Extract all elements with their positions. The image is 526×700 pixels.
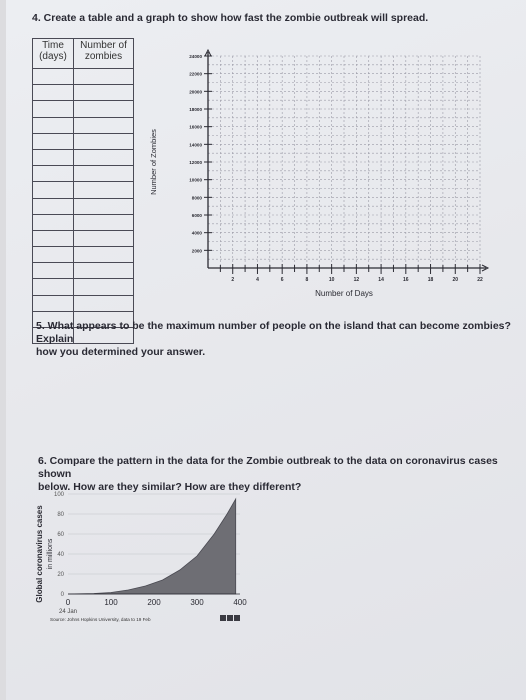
table-header-row [33, 39, 134, 69]
question-6-line2: below. How are they similar? How are they different? [38, 481, 302, 493]
y-axis-label: Number of Zombies [149, 129, 158, 195]
zombies-cell [74, 166, 134, 182]
time-cell [33, 101, 74, 117]
x-tick-label: 0 [65, 598, 71, 607]
zombies-cell [74, 214, 134, 230]
y-tick-label: 16000 [189, 124, 202, 130]
time-cell [33, 295, 74, 311]
zombies-cell [74, 247, 134, 263]
time-cell [33, 133, 74, 149]
x-tick-label: 300 [190, 598, 204, 607]
time-cell [33, 182, 74, 198]
zombie-data-table [32, 38, 134, 344]
x-tick-label: 100 [104, 598, 118, 607]
source-note: Source: Johns Hopkins University, data to 19 Feb [50, 617, 151, 622]
y-tick-label: 8000 [191, 195, 202, 201]
y-tick-label: 18000 [189, 107, 202, 112]
time-cell [33, 214, 74, 230]
y-tick-label: 60 [57, 532, 64, 538]
table-row [33, 85, 134, 101]
y-axis-label-line2: in millions [47, 538, 54, 570]
x-tick-label: 18 [427, 277, 434, 283]
table-row [33, 295, 134, 311]
zombies-cell [74, 295, 134, 311]
y-tick-label: 4000 [191, 230, 202, 236]
zombies-cell [74, 69, 134, 85]
zombies-cell [74, 182, 134, 198]
x-tick-label: 200 [147, 598, 161, 607]
time-cell [33, 85, 74, 101]
bbc-logo-block [220, 615, 226, 621]
zombies-cell [74, 85, 134, 101]
y-tick-label: 0 [60, 592, 64, 598]
y-tick-label: 22000 [189, 71, 202, 77]
y-tick-label: 6000 [191, 213, 202, 218]
time-cell [33, 198, 74, 214]
table-row [33, 279, 134, 295]
y-axis-label-line1: Global coronavirus cases [35, 505, 44, 603]
table-row [33, 230, 134, 246]
zombies-cell [74, 198, 134, 214]
y-tick-label: 12000 [189, 160, 202, 165]
y-tick-label: 20 [57, 572, 64, 578]
table-row [33, 214, 134, 230]
table-body [33, 69, 134, 344]
y-tick-label: 14000 [189, 142, 202, 148]
time-cell [33, 149, 74, 165]
x-tick-label: 400 [233, 598, 247, 607]
table-row [33, 263, 134, 279]
question-5-line2: how you determined your answer. [36, 346, 206, 358]
cases-area [68, 499, 236, 594]
time-header-line2: (days) [39, 51, 67, 62]
table-row [33, 69, 134, 85]
time-cell [33, 263, 74, 279]
question-6-line1: 6. Compare the pattern in the data for the Zombie outbreak to the data on coronavirus cases shown [38, 455, 498, 480]
x-tick-label: 6 [280, 277, 284, 283]
x-tick-label: 16 [403, 277, 409, 283]
table-row [33, 182, 134, 198]
y-tick-label: 20000 [189, 89, 202, 95]
time-header-line1: Time [42, 40, 64, 51]
zombies-header-line2: zombies [84, 51, 123, 62]
x-tick-label: 14 [378, 277, 384, 283]
zombies-cell [74, 279, 134, 295]
x-tick-label: 12 [353, 277, 360, 283]
coronavirus-chart [30, 486, 270, 636]
time-cell [33, 117, 74, 133]
y-tick-label: 2000 [191, 248, 202, 254]
table-row [33, 247, 134, 263]
zombies-cell [74, 263, 134, 279]
time-cell [33, 166, 74, 182]
x-tick-label: 2 [231, 277, 235, 283]
question-5-prompt [36, 320, 526, 359]
y-tick-label: 100 [53, 492, 64, 498]
time-cell [33, 247, 74, 263]
table-row [33, 117, 134, 133]
y-tick-label: 40 [57, 552, 64, 558]
time-cell [33, 279, 74, 295]
bbc-logo-block [234, 615, 240, 621]
zombies-cell [74, 133, 134, 149]
table-row [33, 166, 134, 182]
question-5-line1: 5. What appears to be the maximum number of people on the island that can become zombies? Explain [36, 320, 511, 345]
zombies-cell [74, 101, 134, 117]
table-row [33, 149, 134, 165]
bbc-logo-block [227, 615, 233, 621]
x-tick-label: 8 [305, 277, 309, 283]
table-row [33, 133, 134, 149]
x-tick-label: 22 [477, 277, 483, 283]
x-tick-label: 20 [452, 277, 459, 283]
y-tick-label: 24000 [189, 54, 202, 59]
zombies-header-line1: Number of [80, 40, 127, 51]
x-axis-label: Number of Days [315, 289, 373, 298]
zombies-cell [74, 117, 134, 133]
x-tick-label: 10 [328, 277, 335, 283]
zombies-header [74, 39, 134, 69]
zombies-cell [74, 230, 134, 246]
time-cell [33, 230, 74, 246]
zombies-cell [74, 149, 134, 165]
y-tick-label: 10000 [189, 177, 202, 183]
table-row [33, 198, 134, 214]
time-header [33, 39, 74, 69]
x-sub-label: 24 Jan [58, 609, 78, 615]
x-tick-label: 4 [256, 277, 259, 283]
table-row [33, 101, 134, 117]
question-4-prompt: 4. Create a table and a graph to show how fast the zombie outbreak will spread. [32, 12, 429, 24]
time-cell [33, 69, 74, 85]
y-tick-label: 80 [57, 512, 64, 518]
zombie-graph [140, 48, 500, 298]
